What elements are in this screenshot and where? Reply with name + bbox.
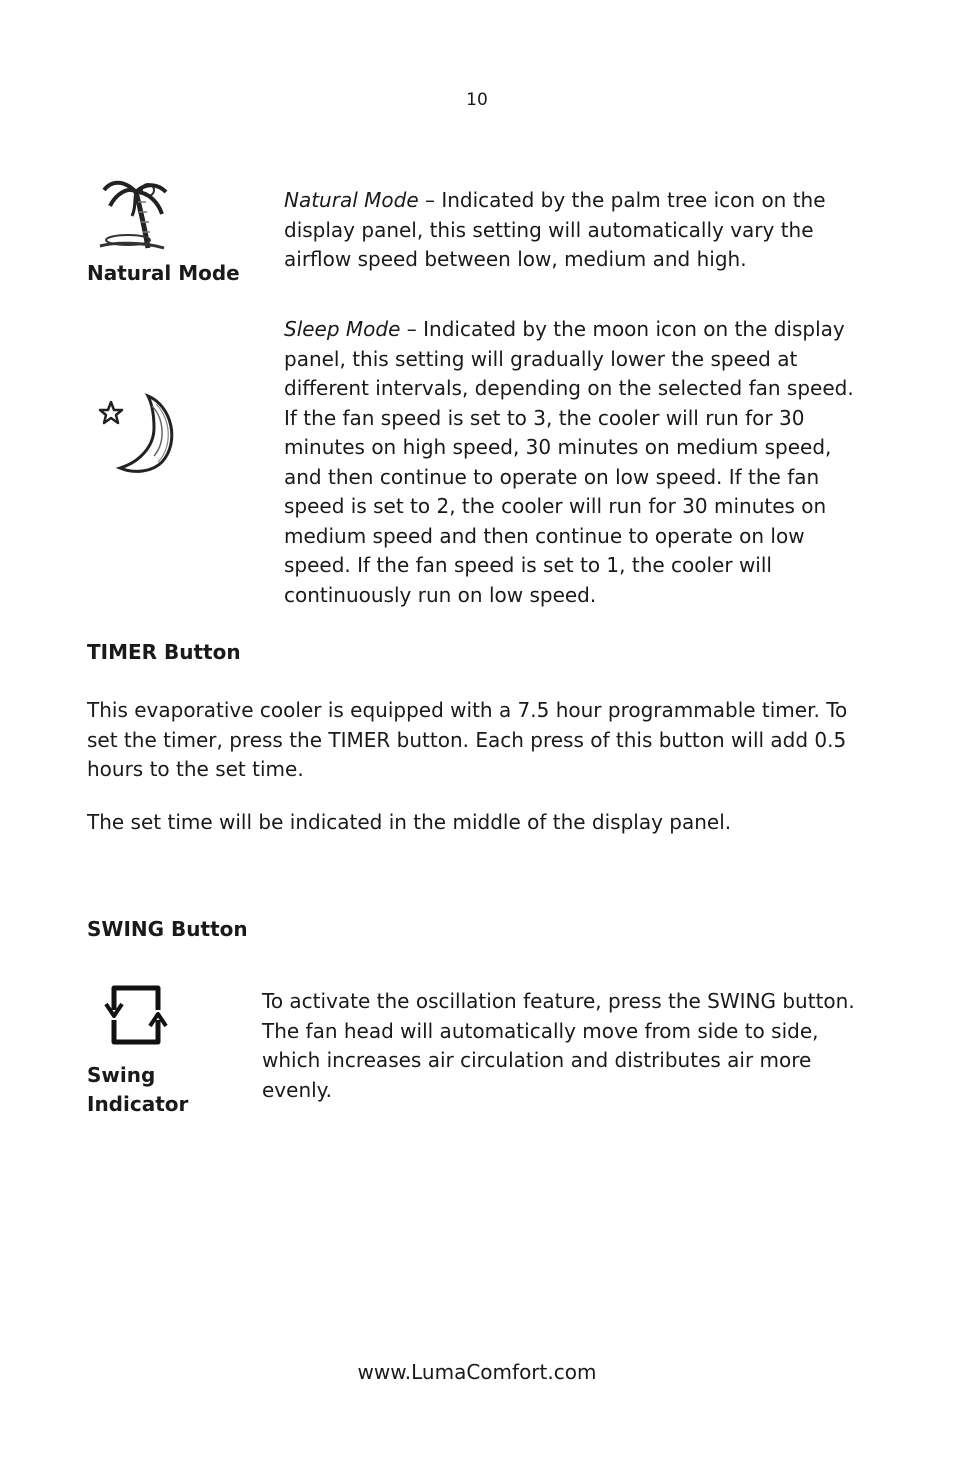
timer-paragraph-2: The set time will be indicated in the middle of the display panel. bbox=[87, 810, 732, 834]
timer-heading: TIMER Button bbox=[87, 640, 241, 664]
palm-tree-icon bbox=[92, 172, 176, 256]
swing-description: To activate the oscillation feature, press the SWING button. The fan head will automatically move from side to side, which increases air circulation and distributes air more evenly. bbox=[262, 989, 855, 1102]
swing-label-line-2: Indicator bbox=[87, 1092, 189, 1116]
swing-indicator-label bbox=[87, 1061, 188, 1119]
footer-website: www.LumaComfort.com bbox=[357, 1360, 597, 1384]
page-number: 10 bbox=[466, 90, 488, 110]
swing-label-line-1: Swing bbox=[87, 1063, 156, 1087]
swing-indicator-icon bbox=[104, 980, 168, 1050]
sleep-mode-title: Sleep Mode bbox=[284, 317, 401, 341]
natural-mode-text: – Indicated by the palm tree icon on the display panel, this setting will automatically vary the airflow speed between low, medium and high. bbox=[284, 188, 826, 271]
sleep-mode-description bbox=[284, 315, 864, 610]
natural-mode-title: Natural Mode bbox=[284, 188, 419, 212]
timer-paragraph-1: This evaporative cooler is equipped with a 7.5 hour programmable timer. To set the timer, press the TIMER button. Each press of this button will add 0.5 hours to the set time. bbox=[87, 698, 848, 781]
sleep-mode-text: – Indicated by the moon icon on the display panel, this setting will gradually lower the speed at different intervals, depending on the selected fan speed. If the fan speed is set to 3, the cooler will run for 30 minutes on high speed, 30 minutes on medium speed, and then continue to operate on low speed. If the fan speed is set to 2, the cooler will run for 30 minutes on medium speed and then continue to operate on low speed. If the fan speed is set to 1, the cooler will continuously run on low speed. bbox=[284, 317, 854, 607]
natural-mode-label: Natural Mode bbox=[87, 261, 240, 285]
moon-star-icon bbox=[92, 390, 180, 478]
swing-heading: SWING Button bbox=[87, 917, 248, 941]
natural-mode-description bbox=[284, 186, 859, 275]
